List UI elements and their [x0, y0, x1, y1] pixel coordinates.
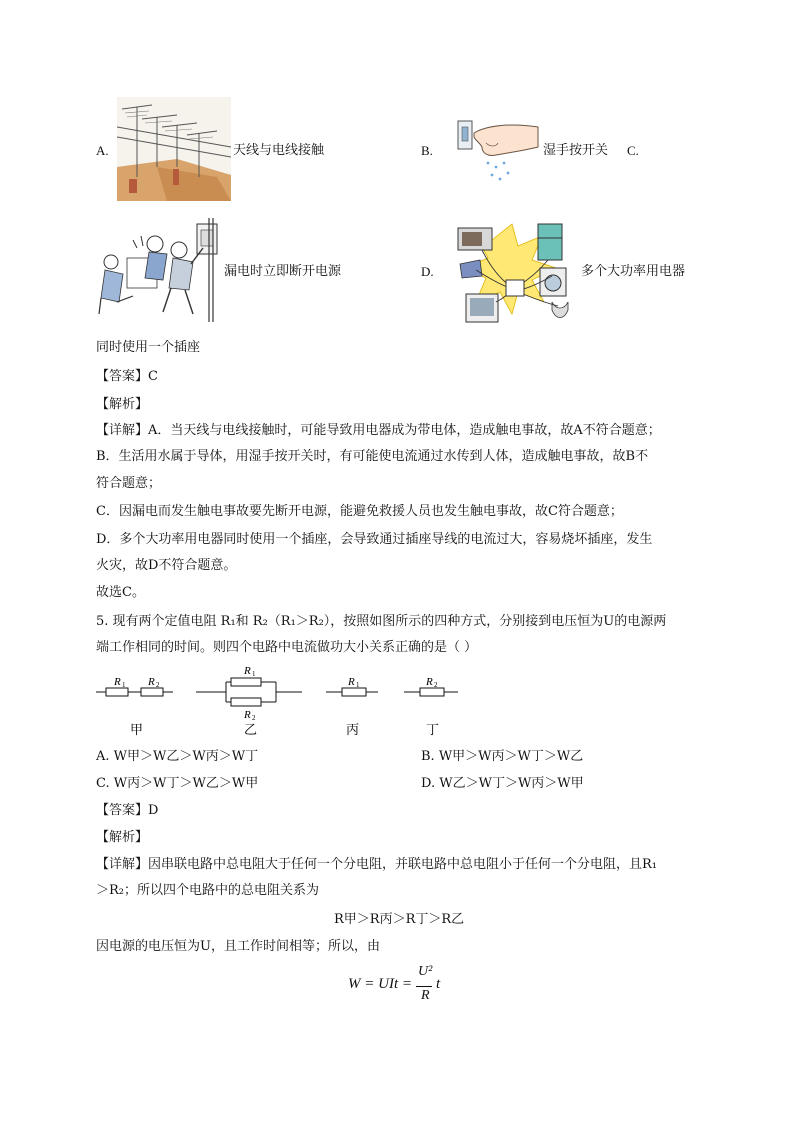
q4-answer: 【答案】C [96, 369, 158, 384]
label-r1: R [348, 676, 355, 688]
q4-detail-line: 符合题意； [96, 476, 162, 491]
circuit-jia [96, 688, 173, 696]
formula-left: W = UIt = [348, 976, 412, 992]
label-sub2: 2 [156, 681, 160, 689]
q4-analysis-heading: 【解析】 [96, 397, 149, 412]
option-a-label: A. [96, 143, 109, 158]
option-b-caption: 湿手按开关 [543, 143, 609, 158]
label-r1: R [244, 665, 251, 677]
antenna-wire-image [117, 97, 231, 201]
q5-detail-line: ＞R₂；所以四个电路中的总电阻关系为 [96, 883, 319, 898]
q5-analysis-heading: 【解析】 [96, 830, 149, 845]
q5-answer: 【答案】D [96, 803, 159, 818]
label-sub1: 1 [122, 681, 126, 689]
q4-detail-line: C．因漏电而发生触电事故要先断开电源，能避免救援人员也发生触电事故，故C符合题意； [96, 504, 623, 519]
q5-detail-line: 因电源的电压恒为U，且工作时间相等；所以，由 [96, 939, 380, 954]
label-r2: R [148, 676, 155, 688]
q5-detail-line: 【详解】因串联电路中总电阻大于任何一个分电阻，并联电路中总电阻小于任何一个分电阻，且R₁ [96, 857, 658, 872]
resistance-relation: R甲＞R丙＞R丁＞R乙 [334, 912, 465, 927]
fraction-bar [416, 986, 432, 987]
q5-option-a: A. W甲＞W乙＞W丙＞W丁 [96, 749, 259, 764]
q5-option-c: C. W丙＞W丁＞W乙＞W甲 [96, 776, 259, 791]
formula-numerator: U² [418, 964, 433, 979]
q4-detail-line: 火灾，故D不符合题意。 [96, 558, 237, 573]
label-sub2: 2 [434, 681, 438, 689]
label-ding: 丁 [426, 722, 440, 737]
overloaded-socket-image [452, 210, 578, 330]
q4-detail-line: 【详解】A．当天线与电线接触时，可能导致用电器成为带电体，造成触电事故，故A不符合题意； [96, 423, 661, 438]
circuit-bing [326, 688, 378, 696]
circuit-ding [404, 688, 458, 696]
label-sub1: 1 [356, 681, 360, 689]
q4-conclusion: 故选C。 [96, 585, 145, 600]
formula-denominator: R [421, 988, 430, 1003]
label-sub2: 2 [252, 714, 256, 722]
option-c-label: C. [627, 143, 639, 158]
formula-t: t [436, 976, 441, 992]
q5-option-b: B. W甲＞W丙＞W丁＞W乙 [421, 749, 584, 764]
q4-detail-line: B．生活用水属于导体，用湿手按开关时，有可能使电流通过水传到人体，造成触电事故，故B不 [96, 449, 649, 464]
q4-detail-line: D．多个大功率用电器同时使用一个插座，会导致通过插座导线的电流过大，容易烧坏插座，发生 [96, 532, 653, 547]
label-jia: 甲 [130, 722, 144, 737]
option-a-caption: 天线与电线接触 [233, 143, 325, 158]
q5-stem-line2: 端工作相同的时间。则四个电路中电流做功大小关系正确的是（ ） [96, 640, 478, 655]
leakage-rescue-image [97, 218, 221, 322]
option-c-caption: 漏电时立即断开电源 [224, 264, 342, 279]
circuit-yi [196, 678, 302, 706]
option-d-label: D. [421, 264, 434, 279]
label-yi: 乙 [244, 722, 258, 737]
q5-option-d: D. W乙＞W丁＞W丙＞W甲 [421, 776, 584, 791]
work-formula [348, 964, 468, 1008]
label-bing: 丙 [346, 722, 360, 737]
option-b-label: B. [421, 143, 433, 158]
label-sub1: 1 [252, 670, 256, 678]
q5-stem-line1: 5. 现有两个定值电阻 R₁和 R₂（R₁＞R₂），按照如图所示的四种方式，分别接到电压恒为U的电源两 [96, 614, 667, 629]
label-r1: R [114, 676, 121, 688]
wet-hand-switch-image [452, 113, 540, 189]
label-r2: R [426, 676, 433, 688]
label-r2: R [244, 709, 251, 721]
circuit-diagrams [96, 664, 476, 740]
option-d-caption-cont: 同时使用一个插座 [96, 340, 201, 355]
option-d-caption: 多个大功率用电器 [581, 264, 686, 279]
